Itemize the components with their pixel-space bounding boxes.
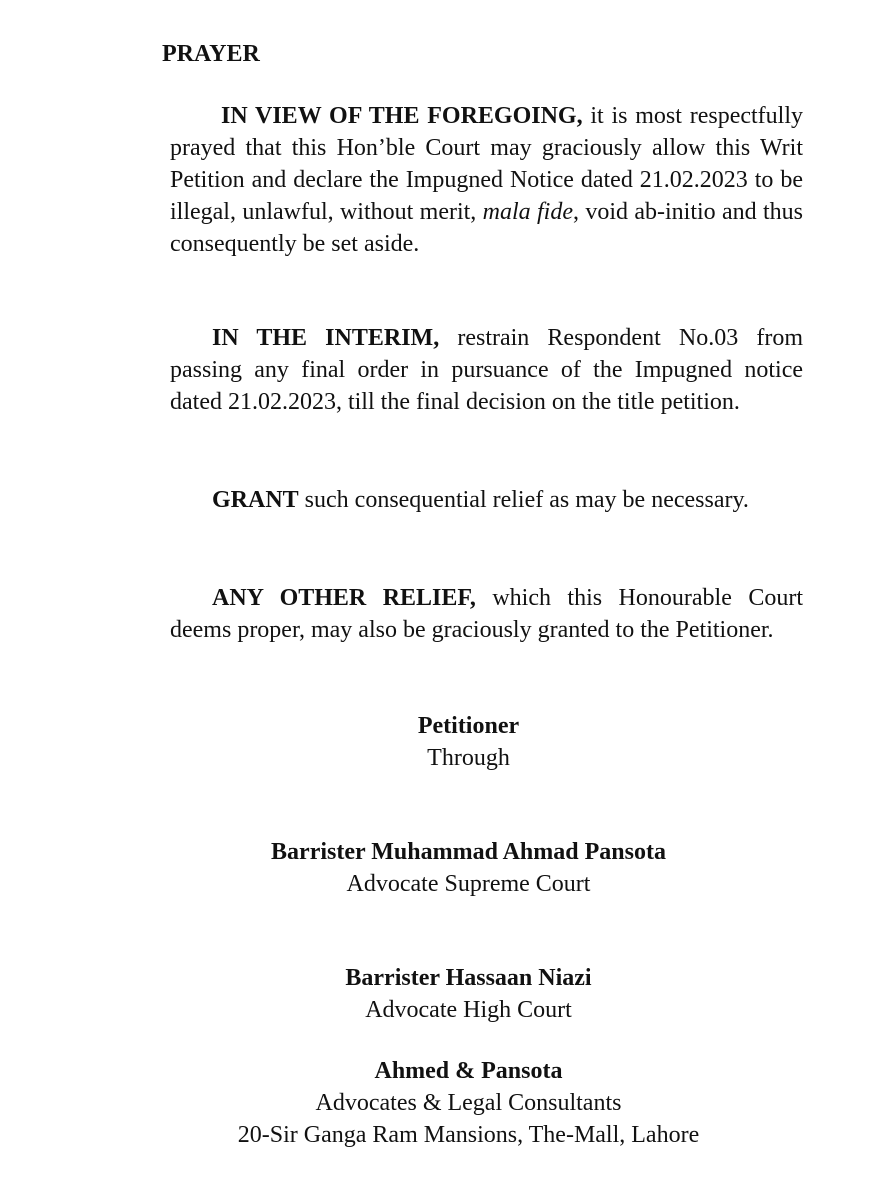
grant-lead: GRANT — [212, 487, 299, 513]
prayer-paragraph-foregoing — [170, 100, 803, 260]
foregoing-text-a: it is most respectfully prayed that this Hon’ble Court may graciously allow this Writ Petition and declare the Impugned Notice dated 21.02.2023 to be illegal, unlawful, without merit, — [170, 103, 803, 225]
prayer-paragraph-grant — [170, 484, 803, 516]
grant-text: such consequential relief as may be necessary. — [298, 487, 749, 513]
other-relief-text: which this Honourable Court deems proper, may also be graciously granted to the Petitioner. — [170, 585, 803, 643]
interim-lead: IN THE INTERIM, — [212, 325, 440, 351]
counsel1-name: Barrister Muhammad Ahmad Pansota — [271, 839, 666, 865]
foregoing-lead: IN VIEW OF THE FOREGOING, — [221, 103, 583, 129]
firm-name: Ahmed & Pansota — [374, 1058, 563, 1084]
foregoing-text-b: , void ab-initio and thus consequently be set aside. — [170, 199, 803, 257]
prayer-paragraph-other-relief — [170, 582, 803, 646]
foregoing-italic: mala fide — [482, 199, 573, 225]
firm-address: 20-Sir Ganga Ram Mansions, The-Mall, Lahore — [237, 1122, 700, 1148]
prayer-paragraph-interim — [170, 322, 803, 418]
petitioner-label: Petitioner — [417, 713, 520, 739]
through-label: Through — [427, 745, 510, 771]
firm-description: Advocates & Legal Consultants — [315, 1090, 622, 1116]
other-relief-lead: ANY OTHER RELIEF, — [212, 585, 476, 611]
prayer-heading: PRAYER — [162, 41, 260, 67]
counsel2-name: Barrister Hassaan Niazi — [345, 965, 592, 991]
counsel2-title: Advocate High Court — [365, 997, 572, 1023]
interim-text: restrain Respondent No.03 from passing any final order in pursuance of the Impugned notice dated 21.02.2023, till the final decision on the title petition. — [170, 325, 803, 415]
counsel1-title: Advocate Supreme Court — [346, 871, 591, 897]
